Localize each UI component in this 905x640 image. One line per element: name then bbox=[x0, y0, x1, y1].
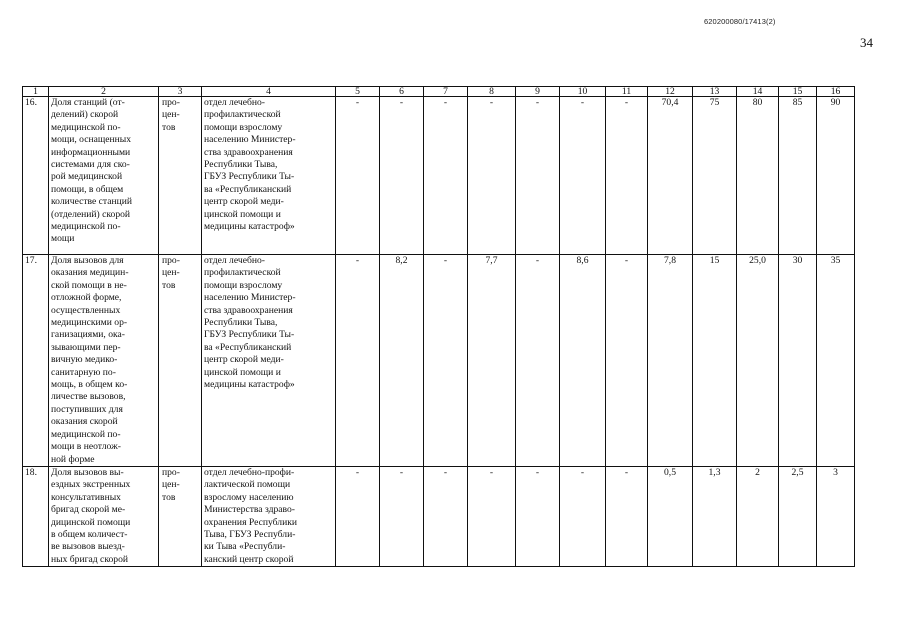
value-cell: - bbox=[336, 97, 380, 255]
value-cell: - bbox=[336, 466, 380, 566]
value-cell: - bbox=[606, 466, 648, 566]
value-cell: 2,5 bbox=[779, 466, 817, 566]
responsible-executor: отдел лечебно-профи- лактической помощи взрослому населению Министерства здраво- охранения Республики Тыва, ГБУЗ Республи- ки Тыва «Республи- канский центр скорой bbox=[202, 466, 336, 566]
value-cell: 35 bbox=[817, 255, 855, 467]
value-cell: 2 bbox=[737, 466, 779, 566]
value-cell: - bbox=[606, 255, 648, 467]
indicator-name: Доля станций (от- делений) скорой медицинской по- мощи, оснащенных информационными системами для ско- рой медицинской помощи, в общем количестве станций (отделений) скорой медицинской по- мощи bbox=[49, 97, 159, 255]
column-number: 1 bbox=[23, 87, 49, 97]
column-number: 15 bbox=[779, 87, 817, 97]
column-number: 2 bbox=[49, 87, 159, 97]
value-cell: - bbox=[424, 97, 468, 255]
column-number: 5 bbox=[336, 87, 380, 97]
value-cell: 0,5 bbox=[648, 466, 693, 566]
column-number: 7 bbox=[424, 87, 468, 97]
value-cell: - bbox=[424, 255, 468, 467]
value-cell: - bbox=[606, 97, 648, 255]
table-row bbox=[23, 97, 855, 255]
column-number: 3 bbox=[159, 87, 202, 97]
column-number: 14 bbox=[737, 87, 779, 97]
value-cell: 85 bbox=[779, 97, 817, 255]
table-body bbox=[23, 87, 855, 567]
value-cell: - bbox=[380, 466, 424, 566]
row-number: 18. bbox=[23, 466, 49, 566]
indicator-name: Доля вызовов для оказания медицин- ской помощи в не- отложной форме, осуществленных медицинскими ор- ганизациями, ока- зывающими пер- вичную медико- санитарную по- мощь, в общем ко- личестве вызовов, поступивших для оказания скорой медицинской по- мощи в неотлож- ной форме bbox=[49, 255, 159, 467]
value-cell: 30 bbox=[779, 255, 817, 467]
unit-of-measure: про- цен- тов bbox=[159, 97, 202, 255]
table-row bbox=[23, 466, 855, 566]
value-cell: - bbox=[516, 255, 560, 467]
value-cell: 15 bbox=[693, 255, 737, 467]
value-cell: 8,2 bbox=[380, 255, 424, 467]
value-cell: 7,8 bbox=[648, 255, 693, 467]
column-number: 6 bbox=[380, 87, 424, 97]
value-cell: 80 bbox=[737, 97, 779, 255]
page-number: 34 bbox=[860, 35, 873, 50]
column-number: 8 bbox=[468, 87, 516, 97]
table-row bbox=[23, 255, 855, 467]
value-cell: - bbox=[516, 97, 560, 255]
value-cell: 25,0 bbox=[737, 255, 779, 467]
unit-of-measure: про- цен- тов bbox=[159, 466, 202, 566]
column-number: 10 bbox=[560, 87, 606, 97]
column-number: 12 bbox=[648, 87, 693, 97]
value-cell: - bbox=[336, 255, 380, 467]
value-cell: - bbox=[424, 466, 468, 566]
column-number: 9 bbox=[516, 87, 560, 97]
value-cell: - bbox=[468, 466, 516, 566]
value-cell: 3 bbox=[817, 466, 855, 566]
value-cell: 1,3 bbox=[693, 466, 737, 566]
value-cell: - bbox=[516, 466, 560, 566]
responsible-executor: отдел лечебно- профилактической помощи взрослому населению Министер- ства здравоохранения Республики Тыва, ГБУЗ Республики Ты- ва «Республиканский центр скорой меди- цинской помощи и медицины катастроф» bbox=[202, 97, 336, 255]
indicator-name: Доля вызовов вы- ездных экстренных консультативных бригад скорой ме- дицинской помощи в общем количест- ве вызовов выезд- ных бригад скорой bbox=[49, 466, 159, 566]
unit-of-measure: про- цен- тов bbox=[159, 255, 202, 467]
column-number: 4 bbox=[202, 87, 336, 97]
row-number: 17. bbox=[23, 255, 49, 467]
value-cell: 90 bbox=[817, 97, 855, 255]
column-number: 13 bbox=[693, 87, 737, 97]
indicators-table bbox=[22, 86, 855, 567]
document-id-stamp: 620200080/17413(2) bbox=[704, 17, 776, 26]
value-cell: 70,4 bbox=[648, 97, 693, 255]
responsible-executor: отдел лечебно- профилактической помощи взрослому населению Министер- ства здравоохранения Республики Тыва, ГБУЗ Республики Ты- ва «Республиканский центр скорой меди- цинской помощи и медицины катастроф» bbox=[202, 255, 336, 467]
column-number: 11 bbox=[606, 87, 648, 97]
value-cell: 7,7 bbox=[468, 255, 516, 467]
column-number: 16 bbox=[817, 87, 855, 97]
value-cell: - bbox=[380, 97, 424, 255]
value-cell: 8,6 bbox=[560, 255, 606, 467]
table-header-row bbox=[23, 87, 855, 97]
value-cell: - bbox=[560, 466, 606, 566]
value-cell: 75 bbox=[693, 97, 737, 255]
row-number: 16. bbox=[23, 97, 49, 255]
value-cell: - bbox=[468, 97, 516, 255]
value-cell: - bbox=[560, 97, 606, 255]
